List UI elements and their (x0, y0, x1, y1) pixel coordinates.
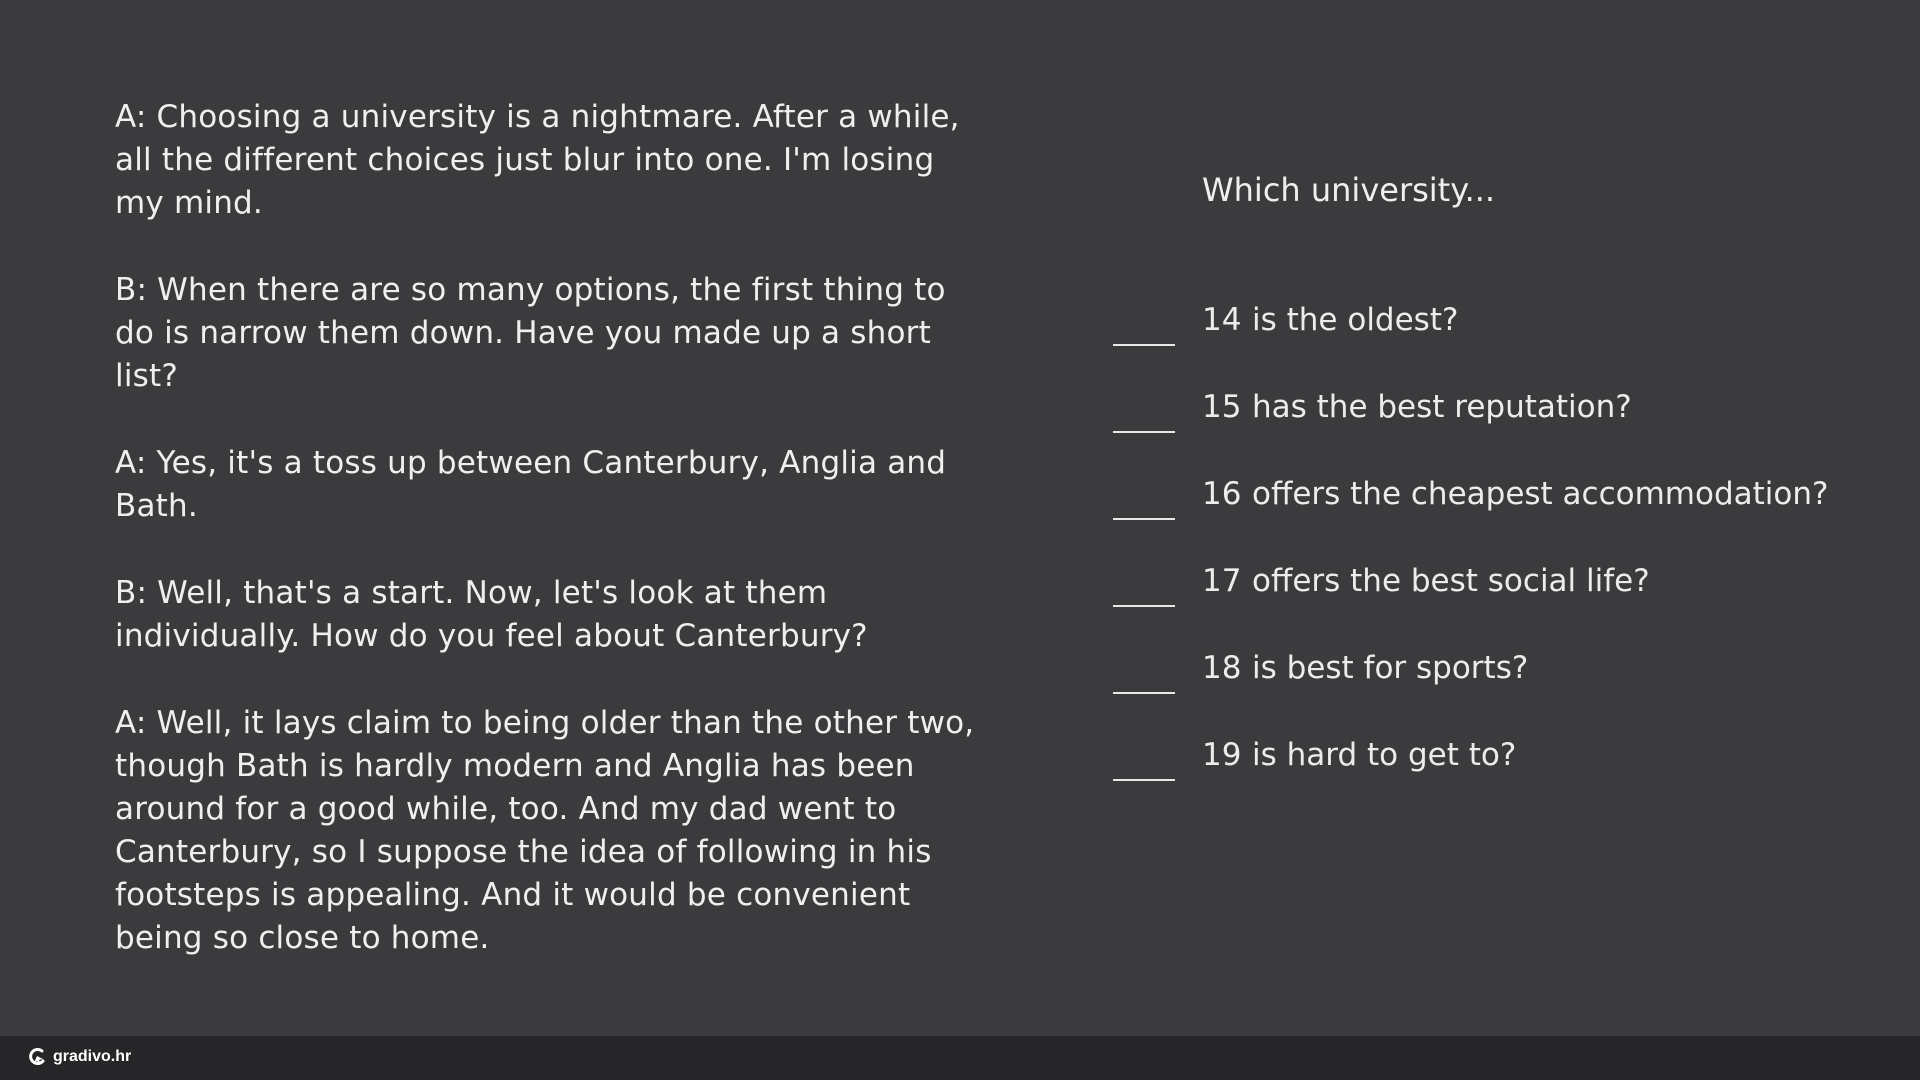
question-number: 17 (1202, 563, 1242, 599)
question-number: 15 (1202, 389, 1242, 425)
dialogue-turn: B: Well, that's a start. Now, let's look at them individually. How do you feel about Canterbury? (115, 575, 868, 654)
dialogue-turn: A: Yes, it's a toss up between Canterbury, Anglia and Bath. (115, 445, 947, 524)
question-text: is the oldest? (1252, 302, 1459, 338)
dialogue-turn: A: Well, it lays claim to being older than the other two, though Bath is hardly modern and Anglia has been around for a good while, too. And my dad went to Canterbury, so I suppose the idea of following in his footsteps is appealing. And it would be convenient being so close to home. (115, 705, 975, 956)
question-number: 14 (1202, 302, 1242, 338)
task-title: Which university... (1202, 171, 1496, 209)
question-text: offers the best social life? (1252, 563, 1650, 599)
question-item (1113, 474, 1893, 561)
question-item (1113, 300, 1893, 387)
question-number: 18 (1202, 650, 1242, 686)
footer-bar (0, 1036, 1920, 1080)
question-text: has the best reputation? (1252, 389, 1632, 425)
answer-blank (1113, 605, 1175, 607)
question-number: 19 (1202, 737, 1242, 773)
dialogue-turn: A: Choosing a university is a nightmare. After a while, all the different choices just blur into one. I'm losing my mind. (115, 99, 960, 221)
answer-blank (1113, 518, 1175, 520)
dialogue-turn: B: When there are so many options, the first thing to do is narrow them down. Have you made up a short list? (115, 272, 946, 394)
question-item (1113, 735, 1893, 822)
answer-blank (1113, 344, 1175, 346)
question-item (1113, 648, 1893, 735)
question-list (1113, 300, 1893, 822)
brand-name: gradivo.hr (53, 1048, 132, 1065)
brand-link[interactable] (28, 1047, 131, 1067)
answer-blank (1113, 692, 1175, 694)
question-text: is best for sports? (1252, 650, 1529, 686)
answer-blank (1113, 431, 1175, 433)
question-item (1113, 387, 1893, 474)
question-item (1113, 561, 1893, 648)
dialogue-text (115, 96, 975, 1004)
question-number: 16 (1202, 476, 1242, 512)
question-text: offers the cheapest accommodation? (1252, 476, 1829, 512)
answer-blank (1113, 779, 1175, 781)
question-text: is hard to get to? (1252, 737, 1517, 773)
gradivo-logo-icon (28, 1047, 46, 1067)
